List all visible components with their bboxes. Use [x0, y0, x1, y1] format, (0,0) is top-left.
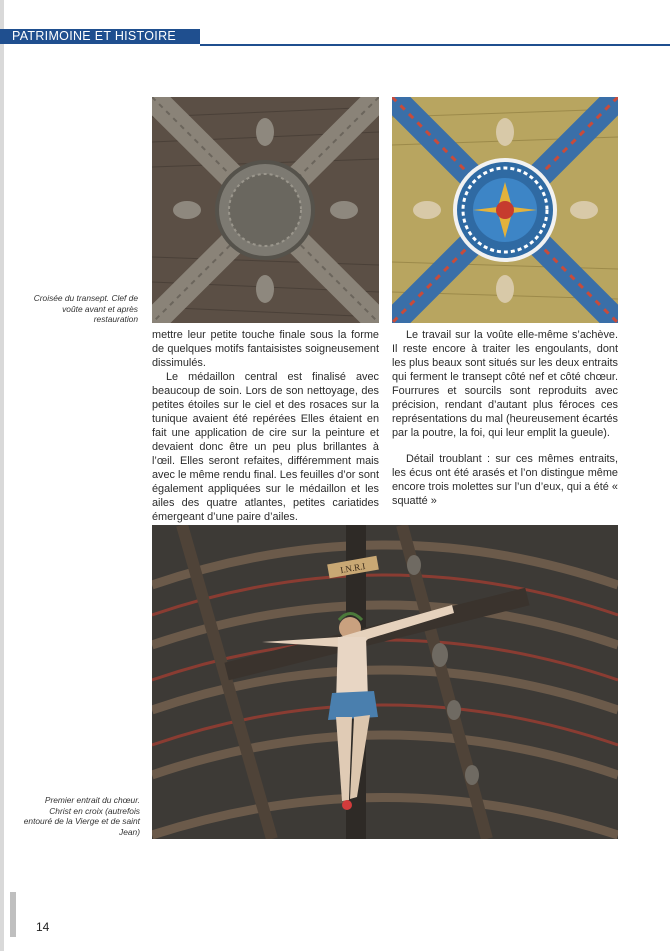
crucifix-photo	[152, 525, 618, 839]
keystone-before-photo	[152, 97, 379, 323]
paragraph: Le travail sur la voûte elle-même s’achève. Il reste encore à traiter les engoulants, dont les plus beaux sont situés sur les deux entraits qui ferment le transept côté nef et côté chœur. Fourrures et sourcils sont reproduits avec précision, rendant d’autant plus féroces ces représentations du mal (heureusement écartés par la poutre, la foi, qui leur emplit la gueule).	[392, 329, 618, 439]
paragraph: mettre leur petite touche finale sous la forme de quelques motifs fantaisistes soigneusement dissimulés.	[152, 329, 379, 369]
section-header-rule	[200, 44, 670, 46]
right-text-column	[392, 328, 618, 508]
page-edge	[0, 0, 4, 951]
section-title: PATRIMOINE ET HISTOIRE	[12, 29, 177, 43]
inri-label: I.N.R.I	[339, 560, 367, 576]
paragraph: Le médaillon central est finalisé avec beaucoup de soin. Lors de son nettoyage, des petites étoiles sur le ciel et des rosaces sur la tunique avaient été repérées Elles étaient en fait une application de cire sur la peinture et devaient donc être un peu plus brillantes à l’œil. Elles seront refaites, différemment mais avec le même rendu final. Les feuilles d’or sont également appliquées sur le médaillon et les ailes des quatre atlantes, petites cariatides émergeant d’une paire d’ailes.	[152, 371, 380, 523]
footer-bar	[10, 892, 16, 937]
keystone-caption: Croisée du transept. Clef de voûte avant et après restauration	[33, 293, 138, 324]
paragraph: Détail troublant : sur ces mêmes entraits, les écus ont été arasés et l’on distingue même encore trois molettes sur l’un d’eux, qui a été « squatté »	[392, 453, 618, 507]
crucifix-caption: Premier entrait du chœur. Christ en croix (autrefois entouré de la Vierge et de saint Jean)	[23, 795, 140, 837]
left-text-column	[152, 328, 379, 524]
keystone-after-photo	[392, 97, 618, 323]
page-number: 14	[36, 920, 50, 934]
